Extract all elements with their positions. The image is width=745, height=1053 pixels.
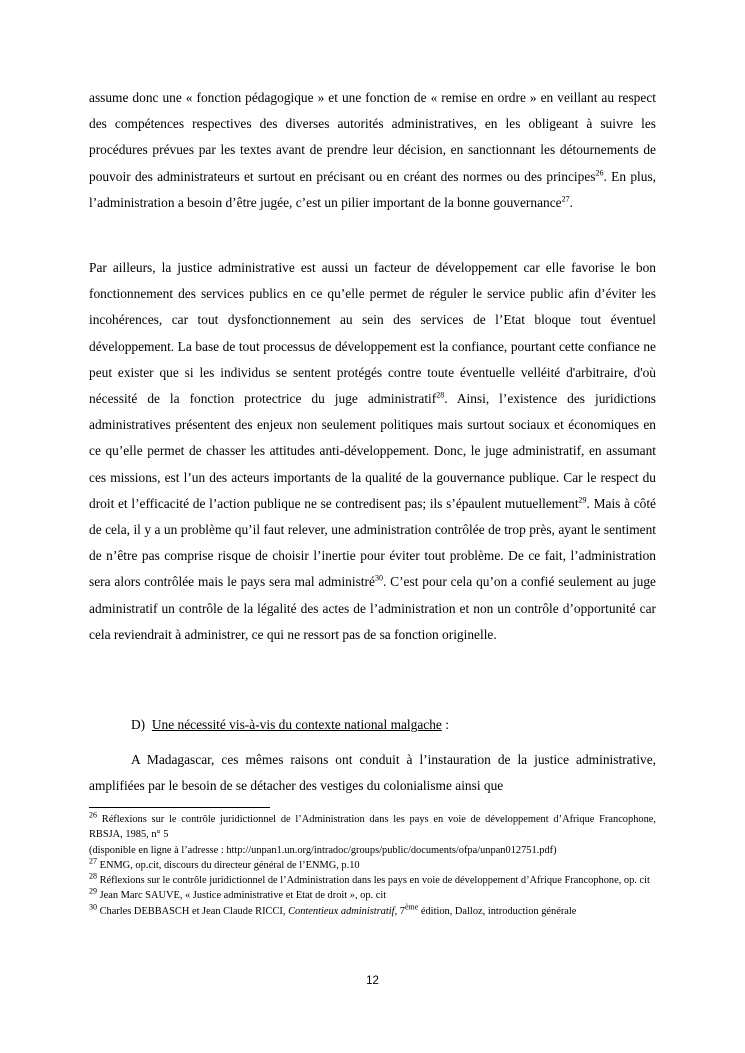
footnote-ref-28[interactable]: 28 <box>436 390 445 400</box>
paragraph-text: assume donc une « fonction pédagogique » et une fonction de « remise en ordre » en veillant au respect des compétences respectives des diverses autorités administratives, en les obligeant à suivre les procédures prévues par les textes avant de prendre leur décision, en sanctionnant les détournements de pouvoir des administrateurs et surtout en précisant ou en créant des normes ou des principes <box>89 90 656 184</box>
footnote-number: 27 <box>89 856 97 866</box>
page-number: 12 <box>366 975 379 987</box>
footnote-ref-26[interactable]: 26 <box>595 168 604 178</box>
footnote-27 <box>89 858 656 873</box>
footnote-text: Réflexions sur le contrôle juridictionnel de l’Administration dans les pays en voie de développement d’Afrique Francophone, op. cit <box>97 875 650 887</box>
footnote-text: ENMG, op.cit, discours du directeur général de l’ENMG, p.10 <box>97 859 360 871</box>
paragraph-text: Par ailleurs, la justice administrative est aussi un facteur de développement car elle favorise le bon fonctionnement des services publics en ce qu’elle permet de réguler le service public afin d’éviter les incohérences, car tout dysfonctionnement au sein des services de l’Etat bloque tout éventuel développement. La base de tout processus de développement est la confiance, pourtant cette confiance ne peut exister que si les individus se sentent protégés contre toute éventuelle velléité d'arbitraire, d'où nécessité de la fonction protectrice du juge administratif <box>89 260 656 407</box>
footnote-text: édition, Dalloz, introduction générale <box>418 905 577 917</box>
paragraph-1 <box>89 85 656 216</box>
footnote-30 <box>89 904 656 919</box>
footnote-text: Charles DEBBASCH et Jean Claude RICCI, <box>97 905 289 917</box>
footnote-number: 28 <box>89 871 97 881</box>
edition-superscript: ème <box>404 902 419 912</box>
footnotes <box>89 812 656 919</box>
footnote-text: Jean Marc SAUVE, « Justice administrative et Etat de droit », op. cit <box>97 890 387 902</box>
footnote-26 <box>89 812 656 843</box>
paragraph-text: . Ainsi, l’existence des juridictions administratives présentent des enjeux non seulement politiques mais surtout sociaux et économiques en ce qu’elle permet de chasser les attitudes anti-développement. Donc, le juge administratif, en assumant ces missions, est l’un des acteurs importants de la qualité de la gouvernance publique. Car le respect du droit et l’efficacité de l’action publique ne se contredisent pas; ils s’épaulent mutuellement <box>89 391 656 511</box>
footnote-28 <box>89 873 656 888</box>
footnote-ref-29[interactable]: 29 <box>578 495 587 505</box>
paragraph-text: . C’est pour cela qu’on a confié seulement au juge administratif un contrôle de la légalité des actes de l’administration et non un contrôle d’opportunité car cela reviendrait à administrer, ce qui ne ressort pas de sa fonction originelle. <box>89 574 656 642</box>
paragraph-text: . En plus, l’administration a besoin d’être jugée, c’est un pilier important de la bonne gouvernance <box>89 168 657 210</box>
footnote-separator <box>89 807 270 808</box>
footnote-ref-27[interactable]: 27 <box>561 194 570 204</box>
footnote-number: 29 <box>89 887 97 897</box>
footnote-book-title: Contentieux administratif <box>288 905 395 917</box>
footnote-ref-30[interactable]: 30 <box>374 573 383 583</box>
footnote-text: Réflexions sur le contrôle juridictionnel de l’Administration dans les pays en voie de développement d’Afrique Francophone, RBSJA, 1985, n° 5 <box>89 814 656 841</box>
footnote-number: 26 <box>89 810 97 820</box>
footnote-number: 30 <box>89 902 97 912</box>
paragraph-3: A Madagascar, ces mêmes raisons ont conduit à l’instauration de la justice administrative, amplifiées par le besoin de se détacher des vestiges du colonialisme ainsi que <box>89 752 656 794</box>
footnote-text: , 7 <box>394 905 405 917</box>
section-heading <box>131 712 449 738</box>
footnote-26-url[interactable]: (disponible en ligne à l’adresse : http://unpan1.un.org/intradoc/groups/public/documents/ofpa/unpan012751.pdf) <box>89 844 557 856</box>
heading-marker: D) <box>131 717 146 732</box>
footnote-29 <box>89 888 656 903</box>
paragraph-text: . Mais à côté de cela, il y a un problème qu’il faut relever, une administration contrôlée de trop près, ayant le sentiment de n’être pas comprise risque de choisir l’inertie pour éviter tout problème. De ce fait, l’administration sera alors contrôlée mais le pays sera mal administré <box>89 495 657 590</box>
paragraph-2 <box>89 255 656 648</box>
heading-title: Une nécessité vis-à-vis du contexte national malgache <box>151 717 442 732</box>
paragraph-text: . <box>569 194 573 210</box>
heading-suffix: : <box>441 717 449 732</box>
